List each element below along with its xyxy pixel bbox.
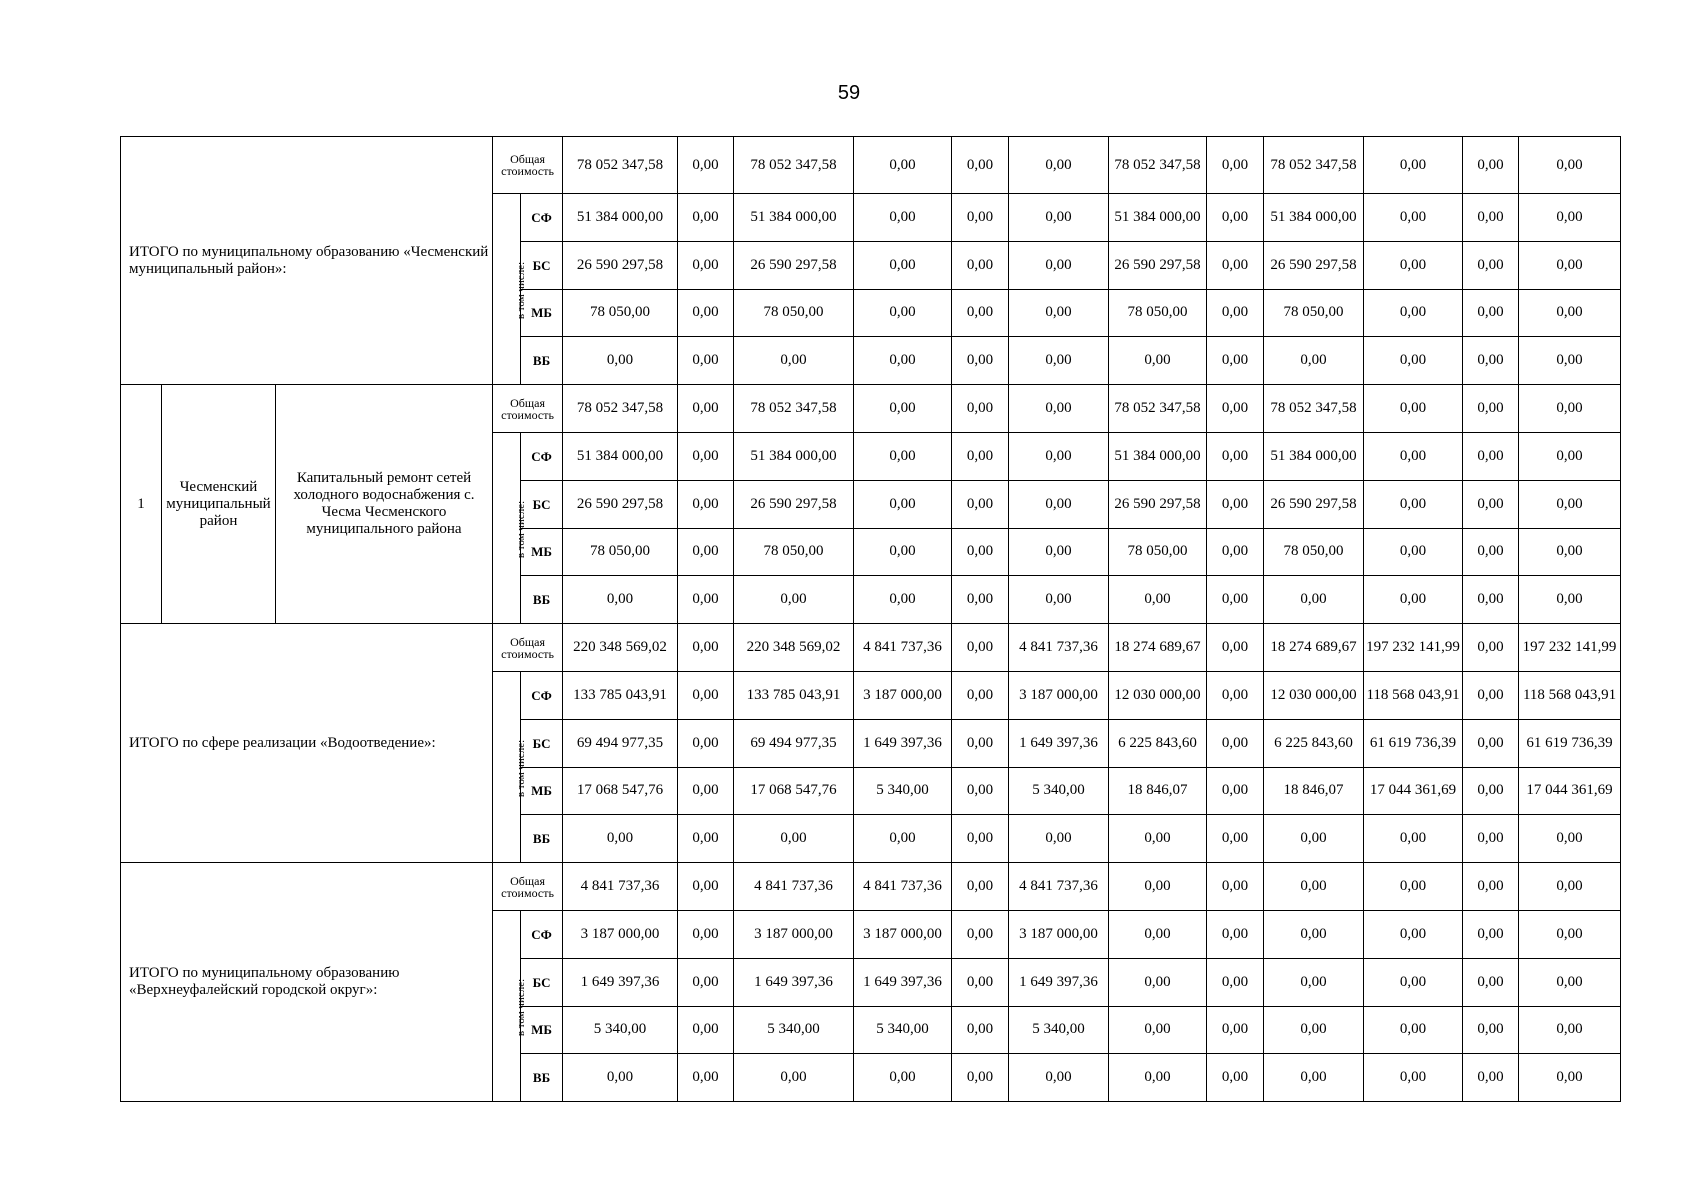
funding-source-code: БС [521, 241, 563, 289]
funding-source-code: ВБ [521, 1054, 563, 1102]
value-cell: 0,00 [1463, 385, 1519, 433]
value-cell: 0,00 [1519, 194, 1621, 242]
value-cell: 0,00 [1264, 337, 1364, 385]
value-cell: 0,00 [678, 576, 734, 624]
value-cell: 0,00 [1519, 241, 1621, 289]
funding-source-code: БС [521, 480, 563, 528]
value-cell: 0,00 [854, 480, 952, 528]
value-cell: 0,00 [1519, 815, 1621, 863]
value-cell: 51 384 000,00 [1264, 432, 1364, 480]
value-cell: 0,00 [1364, 289, 1463, 337]
funding-source-code: СФ [521, 194, 563, 242]
value-cell: 0,00 [1463, 432, 1519, 480]
value-cell: 0,00 [1364, 576, 1463, 624]
value-cell: 0,00 [678, 137, 734, 194]
value-cell: 133 785 043,91 [734, 671, 854, 719]
value-cell: 0,00 [1519, 910, 1621, 958]
value-cell: 6 225 843,60 [1264, 719, 1364, 767]
value-cell: 26 590 297,58 [1109, 480, 1207, 528]
value-cell: 78 052 347,58 [734, 385, 854, 433]
value-cell: 0,00 [952, 194, 1009, 242]
funding-source-code: МБ [521, 528, 563, 576]
value-cell: 0,00 [1463, 528, 1519, 576]
value-cell: 0,00 [1207, 958, 1264, 1006]
value-cell: 0,00 [1463, 863, 1519, 911]
value-cell: 0,00 [1109, 576, 1207, 624]
value-cell: 0,00 [1207, 863, 1264, 911]
value-cell: 1 649 397,36 [1009, 719, 1109, 767]
value-cell: 0,00 [1207, 671, 1264, 719]
value-cell: 4 841 737,36 [854, 863, 952, 911]
value-cell: 78 050,00 [1109, 528, 1207, 576]
municipality-name: Чесменский муниципальный район [162, 385, 276, 624]
value-cell: 6 225 843,60 [1109, 719, 1207, 767]
value-cell: 0,00 [952, 480, 1009, 528]
value-cell: 12 030 000,00 [1109, 671, 1207, 719]
value-cell: 5 340,00 [854, 1006, 952, 1054]
value-cell: 0,00 [678, 337, 734, 385]
funding-source-code: МБ [521, 767, 563, 815]
value-cell: 18 274 689,67 [1109, 624, 1207, 672]
value-cell: 0,00 [1109, 1054, 1207, 1102]
value-cell: 3 187 000,00 [854, 910, 952, 958]
value-cell: 0,00 [1364, 432, 1463, 480]
value-cell: 0,00 [1109, 910, 1207, 958]
value-cell: 0,00 [1264, 815, 1364, 863]
value-cell: 0,00 [1463, 337, 1519, 385]
value-cell: 0,00 [1264, 1006, 1364, 1054]
including-label [493, 194, 528, 385]
value-cell: 0,00 [854, 289, 952, 337]
value-cell: 51 384 000,00 [1109, 194, 1207, 242]
value-cell: 0,00 [952, 863, 1009, 911]
value-cell: 0,00 [1364, 385, 1463, 433]
value-cell: 0,00 [1009, 576, 1109, 624]
value-cell: 0,00 [1207, 528, 1264, 576]
funding-source-code: СФ [521, 432, 563, 480]
value-cell: 0,00 [678, 480, 734, 528]
value-cell: 1 649 397,36 [563, 958, 678, 1006]
value-cell: 0,00 [1364, 528, 1463, 576]
value-cell: 0,00 [1009, 194, 1109, 242]
value-cell: 3 187 000,00 [1009, 910, 1109, 958]
funding-source-code: СФ [521, 671, 563, 719]
value-cell: 118 568 043,91 [1364, 671, 1463, 719]
budget-table [120, 136, 1621, 1102]
value-cell: 0,00 [734, 815, 854, 863]
value-cell: 0,00 [1207, 480, 1264, 528]
funding-source-code: МБ [521, 1006, 563, 1054]
value-cell: 1 649 397,36 [854, 719, 952, 767]
value-cell: 26 590 297,58 [563, 241, 678, 289]
value-cell: 197 232 141,99 [1364, 624, 1463, 672]
value-cell: 0,00 [1364, 241, 1463, 289]
value-cell: 1 649 397,36 [854, 958, 952, 1006]
funding-source-code: МБ [521, 289, 563, 337]
value-cell: 0,00 [1009, 432, 1109, 480]
value-cell: 0,00 [854, 815, 952, 863]
value-cell: 0,00 [1009, 241, 1109, 289]
value-cell: 3 187 000,00 [854, 671, 952, 719]
value-cell: 0,00 [1463, 194, 1519, 242]
value-cell: 12 030 000,00 [1264, 671, 1364, 719]
value-cell: 26 590 297,58 [734, 241, 854, 289]
value-cell: 1 649 397,36 [734, 958, 854, 1006]
value-cell: 17 068 547,76 [563, 767, 678, 815]
value-cell: 0,00 [1207, 289, 1264, 337]
value-cell: 0,00 [1519, 432, 1621, 480]
value-cell: 0,00 [1463, 815, 1519, 863]
value-cell: 0,00 [678, 863, 734, 911]
table-row [121, 385, 1621, 433]
funding-source-code: ВБ [521, 815, 563, 863]
value-cell: 0,00 [1009, 337, 1109, 385]
funding-source-code: ВБ [521, 337, 563, 385]
table-row [121, 624, 1621, 672]
value-cell: 0,00 [952, 671, 1009, 719]
value-cell: 18 846,07 [1109, 767, 1207, 815]
value-cell: 0,00 [1009, 137, 1109, 194]
value-cell: 0,00 [1207, 576, 1264, 624]
value-cell: 4 841 737,36 [563, 863, 678, 911]
itogo-label: ИТОГО по сфере реализации «Водоотведение»: [121, 624, 493, 863]
value-cell: 0,00 [1207, 337, 1264, 385]
value-cell: 0,00 [952, 767, 1009, 815]
value-cell: 0,00 [1264, 863, 1364, 911]
value-cell: 0,00 [854, 528, 952, 576]
value-cell: 0,00 [952, 576, 1009, 624]
value-cell: 0,00 [952, 910, 1009, 958]
value-cell: 51 384 000,00 [1264, 194, 1364, 242]
value-cell: 0,00 [1264, 910, 1364, 958]
value-cell: 26 590 297,58 [1264, 480, 1364, 528]
value-cell: 0,00 [1364, 194, 1463, 242]
value-cell: 0,00 [678, 194, 734, 242]
value-cell: 51 384 000,00 [563, 432, 678, 480]
value-cell: 4 841 737,36 [1009, 863, 1109, 911]
value-cell: 0,00 [1463, 289, 1519, 337]
value-cell: 0,00 [1519, 958, 1621, 1006]
value-cell: 0,00 [952, 1006, 1009, 1054]
value-cell: 0,00 [563, 337, 678, 385]
value-cell: 5 340,00 [854, 767, 952, 815]
value-cell: 78 052 347,58 [1264, 137, 1364, 194]
funding-source-code: СФ [521, 910, 563, 958]
value-cell: 0,00 [678, 432, 734, 480]
value-cell: 0,00 [1463, 671, 1519, 719]
value-cell: 0,00 [1463, 576, 1519, 624]
value-cell: 5 340,00 [1009, 1006, 1109, 1054]
value-cell: 0,00 [563, 815, 678, 863]
value-cell: 0,00 [1519, 1006, 1621, 1054]
value-cell: 0,00 [1364, 1006, 1463, 1054]
value-cell: 26 590 297,58 [1264, 241, 1364, 289]
value-cell: 5 340,00 [563, 1006, 678, 1054]
value-cell: 0,00 [1463, 910, 1519, 958]
including-label-text: в том числе: [515, 261, 528, 319]
funding-source-code: ВБ [521, 576, 563, 624]
value-cell: 0,00 [1519, 385, 1621, 433]
including-label-text: в том числе: [515, 500, 528, 558]
total-cost-label: Общая стоимость [493, 863, 563, 911]
itogo-label: ИТОГО по муниципальному образованию «Чесменский муниципальный район»: [121, 137, 493, 385]
value-cell: 0,00 [1364, 910, 1463, 958]
value-cell: 0,00 [1519, 1054, 1621, 1102]
value-cell: 26 590 297,58 [1109, 241, 1207, 289]
value-cell: 0,00 [1364, 137, 1463, 194]
value-cell: 220 348 569,02 [734, 624, 854, 672]
value-cell: 0,00 [678, 1054, 734, 1102]
value-cell: 5 340,00 [734, 1006, 854, 1054]
value-cell: 133 785 043,91 [563, 671, 678, 719]
value-cell: 78 050,00 [734, 528, 854, 576]
value-cell: 0,00 [1207, 910, 1264, 958]
value-cell: 0,00 [1207, 385, 1264, 433]
value-cell: 197 232 141,99 [1519, 624, 1621, 672]
value-cell: 4 841 737,36 [1009, 624, 1109, 672]
value-cell: 0,00 [1207, 815, 1264, 863]
value-cell: 0,00 [1364, 863, 1463, 911]
value-cell: 0,00 [1463, 137, 1519, 194]
value-cell: 0,00 [1207, 719, 1264, 767]
value-cell: 78 052 347,58 [1109, 137, 1207, 194]
value-cell: 0,00 [678, 719, 734, 767]
value-cell: 78 052 347,58 [1109, 385, 1207, 433]
value-cell: 78 050,00 [1264, 528, 1364, 576]
value-cell: 0,00 [1463, 624, 1519, 672]
value-cell: 0,00 [952, 385, 1009, 433]
value-cell: 0,00 [678, 671, 734, 719]
value-cell: 78 052 347,58 [563, 137, 678, 194]
value-cell: 0,00 [952, 958, 1009, 1006]
value-cell: 51 384 000,00 [734, 194, 854, 242]
value-cell: 3 187 000,00 [563, 910, 678, 958]
value-cell: 0,00 [1109, 863, 1207, 911]
funding-source-code: БС [521, 958, 563, 1006]
value-cell: 78 052 347,58 [734, 137, 854, 194]
value-cell: 0,00 [678, 624, 734, 672]
value-cell: 18 274 689,67 [1264, 624, 1364, 672]
value-cell: 5 340,00 [1009, 767, 1109, 815]
value-cell: 0,00 [678, 289, 734, 337]
value-cell: 0,00 [1207, 241, 1264, 289]
including-label [493, 432, 528, 623]
value-cell: 0,00 [952, 337, 1009, 385]
value-cell: 4 841 737,36 [854, 624, 952, 672]
value-cell: 0,00 [1364, 1054, 1463, 1102]
value-cell: 61 619 736,39 [1364, 719, 1463, 767]
value-cell: 0,00 [1463, 480, 1519, 528]
value-cell: 0,00 [1519, 337, 1621, 385]
value-cell: 61 619 736,39 [1519, 719, 1621, 767]
table-row [121, 863, 1621, 911]
value-cell: 0,00 [678, 241, 734, 289]
value-cell: 0,00 [952, 241, 1009, 289]
project-description: Капитальный ремонт сетей холодного водоснабжения с. Чесма Чесменского муниципального района [276, 385, 493, 624]
value-cell: 0,00 [1463, 958, 1519, 1006]
value-cell: 0,00 [1463, 1006, 1519, 1054]
value-cell: 0,00 [1009, 385, 1109, 433]
value-cell: 0,00 [1009, 1054, 1109, 1102]
value-cell: 1 649 397,36 [1009, 958, 1109, 1006]
value-cell: 0,00 [1009, 289, 1109, 337]
including-label-text: в том числе: [515, 978, 528, 1036]
value-cell: 0,00 [952, 137, 1009, 194]
value-cell: 0,00 [1519, 480, 1621, 528]
value-cell: 0,00 [1009, 480, 1109, 528]
value-cell: 0,00 [678, 910, 734, 958]
value-cell: 0,00 [854, 337, 952, 385]
value-cell: 0,00 [1364, 480, 1463, 528]
value-cell: 0,00 [854, 137, 952, 194]
value-cell: 0,00 [678, 958, 734, 1006]
value-cell: 0,00 [1463, 241, 1519, 289]
value-cell: 0,00 [1109, 1006, 1207, 1054]
value-cell: 51 384 000,00 [563, 194, 678, 242]
value-cell: 17 044 361,69 [1364, 767, 1463, 815]
table-row [121, 137, 1621, 194]
value-cell: 78 050,00 [563, 528, 678, 576]
value-cell: 0,00 [1519, 576, 1621, 624]
value-cell: 0,00 [1519, 863, 1621, 911]
value-cell: 0,00 [678, 815, 734, 863]
value-cell: 26 590 297,58 [563, 480, 678, 528]
value-cell: 0,00 [1207, 1006, 1264, 1054]
value-cell: 0,00 [1519, 137, 1621, 194]
value-cell: 51 384 000,00 [734, 432, 854, 480]
value-cell: 26 590 297,58 [734, 480, 854, 528]
value-cell: 0,00 [1463, 767, 1519, 815]
value-cell: 0,00 [1364, 815, 1463, 863]
value-cell: 0,00 [952, 528, 1009, 576]
value-cell: 0,00 [1109, 337, 1207, 385]
value-cell: 0,00 [1207, 624, 1264, 672]
value-cell: 78 050,00 [563, 289, 678, 337]
value-cell: 0,00 [1264, 576, 1364, 624]
value-cell: 0,00 [734, 337, 854, 385]
total-cost-label: Общая стоимость [493, 385, 563, 433]
value-cell: 0,00 [952, 719, 1009, 767]
value-cell: 0,00 [952, 1054, 1009, 1102]
value-cell: 0,00 [1009, 528, 1109, 576]
value-cell: 0,00 [678, 528, 734, 576]
funding-source-code: БС [521, 719, 563, 767]
value-cell: 0,00 [678, 767, 734, 815]
value-cell: 78 050,00 [1264, 289, 1364, 337]
value-cell: 0,00 [1207, 432, 1264, 480]
value-cell: 0,00 [678, 1006, 734, 1054]
value-cell: 0,00 [952, 432, 1009, 480]
value-cell: 0,00 [1463, 719, 1519, 767]
value-cell: 4 841 737,36 [734, 863, 854, 911]
value-cell: 0,00 [734, 1054, 854, 1102]
value-cell: 69 494 977,35 [563, 719, 678, 767]
value-cell: 220 348 569,02 [563, 624, 678, 672]
value-cell: 0,00 [854, 432, 952, 480]
value-cell: 17 044 361,69 [1519, 767, 1621, 815]
value-cell: 0,00 [854, 385, 952, 433]
value-cell: 17 068 547,76 [734, 767, 854, 815]
itogo-label: ИТОГО по муниципальному образованию «Верхнеуфалейский городской округ»: [121, 863, 493, 1102]
value-cell: 0,00 [1207, 137, 1264, 194]
total-cost-label: Общая стоимость [493, 137, 563, 194]
value-cell: 0,00 [1207, 767, 1264, 815]
value-cell: 0,00 [1207, 1054, 1264, 1102]
value-cell: 0,00 [1264, 958, 1364, 1006]
value-cell: 0,00 [1207, 194, 1264, 242]
including-label [493, 671, 528, 862]
value-cell: 0,00 [854, 194, 952, 242]
value-cell: 78 050,00 [1109, 289, 1207, 337]
value-cell: 0,00 [734, 576, 854, 624]
value-cell: 69 494 977,35 [734, 719, 854, 767]
value-cell: 0,00 [1463, 1054, 1519, 1102]
value-cell: 0,00 [563, 576, 678, 624]
value-cell: 0,00 [1519, 289, 1621, 337]
value-cell: 0,00 [1009, 815, 1109, 863]
page-number: 59 [837, 82, 861, 104]
value-cell: 0,00 [854, 576, 952, 624]
value-cell: 0,00 [563, 1054, 678, 1102]
value-cell: 0,00 [952, 289, 1009, 337]
value-cell: 78 052 347,58 [1264, 385, 1364, 433]
value-cell: 0,00 [952, 624, 1009, 672]
including-label-text: в том числе: [515, 739, 528, 797]
value-cell: 78 052 347,58 [563, 385, 678, 433]
total-cost-label: Общая стоимость [493, 624, 563, 672]
value-cell: 0,00 [952, 815, 1009, 863]
value-cell: 3 187 000,00 [1009, 671, 1109, 719]
value-cell: 3 187 000,00 [734, 910, 854, 958]
value-cell: 51 384 000,00 [1109, 432, 1207, 480]
value-cell: 0,00 [1109, 958, 1207, 1006]
value-cell: 0,00 [1519, 528, 1621, 576]
value-cell: 0,00 [1264, 1054, 1364, 1102]
value-cell: 78 050,00 [734, 289, 854, 337]
value-cell: 0,00 [1364, 337, 1463, 385]
value-cell: 0,00 [1364, 958, 1463, 1006]
value-cell: 0,00 [854, 1054, 952, 1102]
value-cell: 118 568 043,91 [1519, 671, 1621, 719]
value-cell: 0,00 [854, 241, 952, 289]
including-label [493, 910, 528, 1101]
row-number: 1 [121, 385, 162, 624]
value-cell: 0,00 [678, 385, 734, 433]
value-cell: 0,00 [1109, 815, 1207, 863]
value-cell: 18 846,07 [1264, 767, 1364, 815]
